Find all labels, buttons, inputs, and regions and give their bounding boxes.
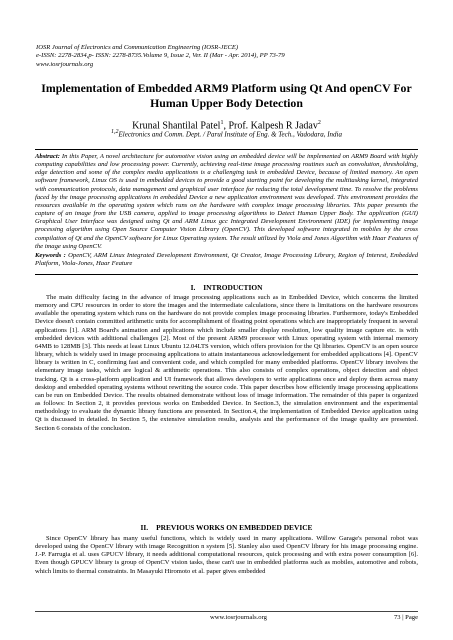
author-sup: 2 [317,120,321,126]
affiliation-text: Electronics and Comm. Dept. / Parul Institute of Eng. & Tech., Vadodara, India [118,130,342,139]
section-number: I. [190,283,196,292]
journal-name: IOSR Journal of Electronics and Communication Engineering (IOSR-JECE) [36,44,239,51]
affiliation [40,128,413,139]
abstract-text: In this Paper, A novel architecture for automotive vision using an embedded device will be implemented on ARM9 Board with highly computing capabilities and low processing power. Currently, achieving real-time image processing routines such as convolution, thresholding, edge detection and some of the complex media applications is a challenging task in embedded Device, because of limited memory. An open software framework, Linux OS is used in embedded devices to provide a good starting point for developing the multitasking kernel, integrated with communication protocols, data management and graphical user interface for reducing the total development time. To resolve the problems faced by the image processing applications in embedded Device a new application environment was developed. This environment provides the resources available in the operating system which runs on the hardware with complex image processing libraries. This paper presents the capture of an image from the USB camera, applied to image processing algorithms to Detect Human Upper Body. The application (GUI) Graphical User Interface was designed using Qt and ARM Linux gcc Integrated Development Environment (IDE) for implementing image processing algorithm using Open Source Computer Vision Library (OpenCV). This developed software integrated in mobiles by the cross compilation of Qt and the OpenCV software for Linux Operating system. The result utilized by Viola and Jones Algorithm with Haar Features of the image using OpenCV. [35,153,418,250]
section-heading [35,283,418,292]
abstract-label: Abstract: [35,153,60,160]
page-number: 73 | Page [393,614,418,621]
author-name: Krunal Shantilal Patel [132,120,221,132]
journal-header [36,44,416,69]
affiliation-sup: 1,2 [111,129,119,135]
section-number: II. [140,523,149,532]
paper-title: Implementation of Embedded ARM9 Platform using Qt And openCV For Human Upper Body Detection [41,81,412,110]
footer-url: www.iosrjournals.org [210,614,267,621]
keywords-text: OpenCV, ARM Linux Integrated Development Environment, Qt Creator, Image Processing Library, Region of Interest, Embedded Platform, Viola-Jones, Haar Feature [35,251,418,268]
body-paragraph: The main difficulty facing in the advance of image processing applications such as in Embedded Device, which concerns the limited memory and CPU resources in order to store the images and the intermediate calculations, since there is limitations on the hardware resources available the operating system which runs on the hardware do not provide complex image processing libraries. Furthermore, today's Embedded Device doesn't contain committed arithmetic units for accomplishment of floating point operations which are inappropriately frequent in several applications [1]. ARM Board's animation and applications which include smaller display resolution, low quality image capture etc. is with embedded devices with additional challenges [2]. Most of the present ARM9 processor with Linux operating system with internal memory 64MB to 128MB [3]. This needs at least Linux Ubuntu 12.04LTS version, which offers provision for the Qt libraries. OpenCV is an open source library, which is widely used in image processing applications to attain instantaneous acknowledgement for embedded applications [4]. OpenCV library is written in C, confirming fast and convenient code, and which compiled for many embedded platforms. OpenCV library involves the elementary image tasks, which are logical & arithmetic operations. This also consists of complex operations, object detection and object tracking. Qt is a cross-platform application and UI framework that allows developers to write applications once and deploy them across many desktop and embedded operating systems without rewriting the source code. This paper describes how efficiently image processing applications can be run on Embedded Device. The results obtained demonstrate without loss of image information. The remainder of this paper is organized as follows: In Section 2, it provides previous works on Embedded Device. In Section.3, the simulation environment and the experimental methodology to evaluate the dynamic library functions are presented. In Section.4, the implementation of Embedded Device application using Qt is discussed in detailed. In Section 5, the extensive simulation results, analysis and the performance of the image quality are presented. Section 6 consists of the conclusion. [35,294,418,432]
author-name: Prof. Kalpesh R Jadav [228,120,318,132]
journal-issn: e-ISSN: 2278-2834,p- ISSN: 2278-8735.Volume 9, Issue 2, Ver. II (Mar - Apr. 2014), PP 73-79 [36,52,285,60]
author-separator: , [223,120,229,132]
abstract [35,153,418,251]
body-paragraph: Since OpenCV library has many useful functions, which is widely used in many applications. Willow Garage's personal robot was developed using the OpenCV library with image Recognition n system [5]. Stanley also used OpenCV library for his image processing engine. J.-P. Farrugia et al. uses GPUCV library, it needs additional computational resources, quick processing and with extra power consumption [6]. Even though GPUCV library is group of OpenCV vision tasks, these can't use in embedded platforms such as mobiles, automotive and robots, which limits to thermal constraints. In Masayuki Hiromoto et al. paper gives embedded [35,535,418,575]
section-heading [35,523,418,532]
footer-divider [35,611,418,612]
section-title: INTRODUCTION [203,283,263,292]
author-sup: 1 [220,120,224,126]
section-title: PREVIOUS WORKS ON EMBEDDED DEVICE [156,523,313,532]
abstract-box [35,149,418,275]
keywords [35,252,418,268]
keywords-label: Keywords : [35,251,66,259]
journal-url: www.iosrjournals.org [36,60,94,68]
